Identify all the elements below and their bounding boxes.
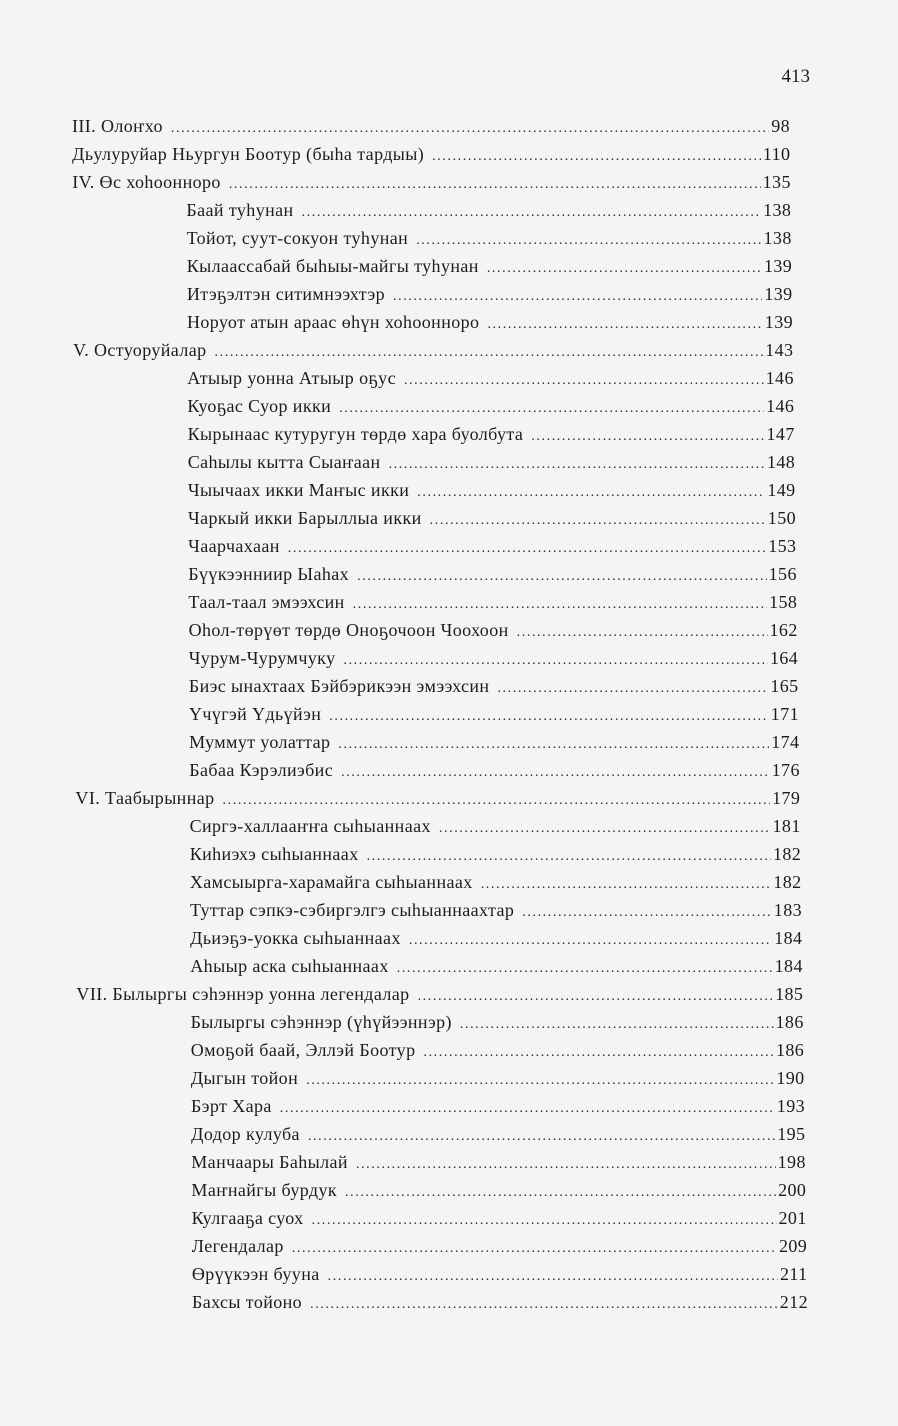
toc-entry <box>0 728 898 756</box>
toc-entry-title: Бабаа Кэрэлиэбис <box>189 760 334 780</box>
toc-entry <box>0 364 898 392</box>
toc-entry-title: Дьулуруйар Ньургун Боотур (быһа тардыы) <box>72 144 425 164</box>
dot-leader <box>487 311 762 339</box>
dot-leader <box>280 1095 775 1123</box>
toc-entry-page: 146 <box>766 396 795 416</box>
toc-entry-title: Бүүкээнниир Ыаһах <box>188 564 350 584</box>
dot-leader <box>292 1235 777 1263</box>
toc-entry-title: Хамсыырга-харамайга сыһыаннаах <box>189 872 473 892</box>
dot-leader <box>302 199 762 227</box>
toc-entry-title: Туттар сэпкэ-сэбиргэлгэ сыһыаннаахтар <box>190 900 515 920</box>
dot-leader <box>397 955 773 983</box>
toc-entry-title: Өрүүкээн бууна <box>191 1264 320 1284</box>
table-of-contents <box>0 112 898 1316</box>
toc-entry-page: 98 <box>771 116 790 136</box>
dot-leader <box>481 871 772 899</box>
toc-entry-page: 195 <box>777 1124 806 1144</box>
toc-entry-page: 174 <box>771 732 800 752</box>
toc-entry-title: Кулгааҕа суох <box>191 1208 304 1228</box>
toc-section-entry <box>0 112 898 140</box>
dot-leader <box>430 507 766 535</box>
toc-entry-page: 182 <box>773 872 802 892</box>
toc-entry <box>0 1148 898 1176</box>
toc-entry-page: 147 <box>766 424 795 444</box>
toc-entry-title: Кылаассабай быһыы-майгы туһунан <box>186 256 479 276</box>
dot-leader <box>416 227 761 255</box>
toc-entry-page: 164 <box>769 648 799 668</box>
dot-leader <box>329 703 769 731</box>
toc-entry <box>0 1260 898 1288</box>
toc-entry-title: Куоҕас Суор икки <box>187 396 332 416</box>
toc-entry-page: 162 <box>769 620 798 640</box>
toc-entry-title: Чурум-Чурумчуку <box>188 648 336 668</box>
toc-entry-title: Саһылы кытта Сыаҥаан <box>187 452 381 472</box>
dot-leader <box>517 619 768 647</box>
toc-entry <box>0 1232 898 1260</box>
toc-section-entry <box>0 168 898 196</box>
toc-entry <box>0 504 898 532</box>
toc-entry-page: 183 <box>773 900 802 920</box>
toc-entry-page: 184 <box>774 956 803 976</box>
toc-entry-title: Муммут уолаттар <box>189 732 331 752</box>
toc-entry-page: 212 <box>779 1292 808 1312</box>
toc-entry <box>0 616 898 644</box>
dot-leader <box>357 563 767 591</box>
toc-entry <box>0 392 898 420</box>
dot-leader <box>310 1291 778 1319</box>
dot-leader <box>356 1151 776 1179</box>
toc-entry-title: Легендалар <box>191 1236 284 1256</box>
toc-entry-page: 209 <box>778 1236 808 1256</box>
dot-leader <box>460 1011 774 1039</box>
toc-entry <box>0 560 898 588</box>
dot-leader <box>343 647 767 675</box>
page-number: 413 <box>781 66 810 87</box>
toc-entry <box>0 280 898 308</box>
toc-entry-page: 139 <box>764 312 793 332</box>
toc-entry <box>0 308 898 336</box>
toc-entry <box>0 840 898 868</box>
toc-entry-page: 193 <box>776 1096 805 1116</box>
toc-section-entry <box>0 784 898 812</box>
toc-entry-title: III. Олоҥхо <box>72 116 163 136</box>
toc-entry-title: Оһол-төрүөт төрдө Оноҕочоон Чоохоон <box>188 620 509 640</box>
toc-section-entry <box>0 980 898 1008</box>
toc-entry <box>0 700 898 728</box>
toc-entry-title: Киһиэхэ сыһыаннаах <box>189 844 359 864</box>
dot-leader <box>497 675 768 703</box>
toc-entry-page: 158 <box>769 592 798 612</box>
toc-entry-title: V. Остуоруйалар <box>73 340 207 360</box>
toc-entry <box>0 1036 898 1064</box>
toc-entry-title: Кырынаас кутуругун төрдө хара буолбута <box>187 424 524 444</box>
toc-entry-page: 184 <box>774 928 803 948</box>
dot-leader <box>389 451 765 479</box>
toc-entry-page: 148 <box>766 452 796 472</box>
toc-entry-title: Аһыыр аска сыһыаннаах <box>190 956 389 976</box>
dot-leader <box>439 815 771 843</box>
toc-entry-title: VI. Таабырыннар <box>75 788 215 808</box>
toc-entry-title: Атыыр уонна Атыыр оҕус <box>187 368 396 388</box>
toc-entry-title: Тойот, суут-сокуон туһунан <box>186 228 409 248</box>
dot-leader <box>312 1207 777 1235</box>
toc-entry-page: 138 <box>763 200 792 220</box>
dot-leader <box>308 1123 775 1151</box>
dot-leader <box>171 115 769 143</box>
toc-entry-page: 185 <box>775 984 804 1004</box>
toc-entry-title: Бахсы тойоно <box>192 1292 303 1312</box>
toc-entry <box>0 812 898 840</box>
toc-entry <box>0 868 898 896</box>
toc-entry <box>0 196 898 224</box>
toc-entry-page: 171 <box>770 704 799 724</box>
toc-entry <box>0 448 898 476</box>
toc-entry-page: 176 <box>771 760 800 780</box>
toc-entry-page: 186 <box>775 1012 804 1032</box>
toc-entry-title: VII. Былыргы сэһэннэр уонна легендалар <box>76 984 410 1004</box>
toc-entry-title: Чаркый икки Барыллыа икки <box>188 508 422 528</box>
dot-leader <box>215 339 764 367</box>
toc-entry-title: Баай туһунан <box>186 200 294 220</box>
toc-entry <box>0 672 898 700</box>
toc-section-entry <box>0 140 898 168</box>
toc-entry-page: 138 <box>763 228 792 248</box>
toc-entry-title: Бэрт Хара <box>191 1096 272 1116</box>
dot-leader <box>353 591 767 619</box>
toc-entry-page: 110 <box>762 144 791 164</box>
toc-entry-title: Манчаары Баһылай <box>191 1152 348 1172</box>
toc-entry-page: 156 <box>768 564 797 584</box>
toc-entry <box>0 420 898 448</box>
dot-leader <box>328 1263 778 1291</box>
dot-leader <box>288 535 766 563</box>
toc-entry-title: Чыычаах икки Маҥыс икки <box>187 480 410 500</box>
toc-entry-title: Дьиэҕэ-уокка сыһыаннаах <box>190 928 401 948</box>
toc-entry-page: 135 <box>762 172 791 192</box>
dot-leader <box>338 731 769 759</box>
toc-entry-title: Итэҕэлтэн ситимнээхтэр <box>186 284 385 304</box>
dot-leader <box>531 423 764 451</box>
toc-entry-page: 149 <box>767 480 796 500</box>
toc-entry-title: Дыгын тойон <box>190 1068 299 1088</box>
toc-entry-title: Сиргэ-халлааҥҥа сыһыаннаах <box>189 816 431 836</box>
toc-entry-page: 198 <box>777 1152 806 1172</box>
dot-leader <box>306 1067 774 1095</box>
dot-leader <box>522 899 772 927</box>
toc-entry-title: Үчүгэй Үдьүйэн <box>189 704 322 724</box>
toc-entry-page: 153 <box>768 536 797 556</box>
dot-leader <box>229 171 761 199</box>
dot-leader <box>404 367 764 395</box>
toc-entry <box>0 1120 898 1148</box>
dot-leader <box>393 283 762 311</box>
toc-entry <box>0 1064 898 1092</box>
dot-leader <box>432 143 761 171</box>
dot-leader <box>417 479 765 507</box>
toc-entry-title: Додор кулуба <box>191 1124 300 1144</box>
toc-entry <box>0 532 898 560</box>
toc-entry <box>0 476 898 504</box>
toc-entry <box>0 588 898 616</box>
dot-leader <box>223 787 771 815</box>
toc-entry-page: 186 <box>775 1040 805 1060</box>
toc-entry <box>0 644 898 672</box>
toc-entry <box>0 224 898 252</box>
toc-entry-title: Чаарчахаан <box>188 536 280 556</box>
toc-entry-title: IV. Өс хоһоонноро <box>72 172 221 192</box>
dot-leader <box>409 927 772 955</box>
toc-entry <box>0 1008 898 1036</box>
dot-leader <box>341 759 770 787</box>
toc-entry-page: 200 <box>778 1180 807 1200</box>
toc-entry <box>0 1092 898 1120</box>
toc-entry-title: Маҥнайгы бурдук <box>191 1180 338 1200</box>
toc-entry-page: 139 <box>763 256 793 276</box>
toc-entry <box>0 952 898 980</box>
toc-entry-page: 146 <box>765 368 794 388</box>
toc-entry-title: Норуот атын араас өһүн хоһоонноро <box>187 312 480 332</box>
toc-entry <box>0 1176 898 1204</box>
toc-section-entry <box>0 336 898 364</box>
dot-leader <box>418 983 774 1011</box>
toc-entry-title: Биэс ынахтаах Бэйбэрикээн эмээхсин <box>188 676 490 696</box>
toc-entry <box>0 252 898 280</box>
toc-entry-page: 182 <box>772 844 802 864</box>
toc-entry-page: 150 <box>767 508 796 528</box>
toc-entry-page: 143 <box>765 340 794 360</box>
toc-entry <box>0 1204 898 1232</box>
toc-entry-page: 179 <box>772 788 801 808</box>
toc-entry-title: Омоҕой баай, Эллэй Боотур <box>190 1040 416 1060</box>
toc-entry-page: 190 <box>776 1068 805 1088</box>
dot-leader <box>487 255 762 283</box>
toc-entry-title: Таал-таал эмээхсин <box>188 592 345 612</box>
dot-leader <box>423 1039 773 1067</box>
toc-entry-page: 211 <box>780 1264 808 1284</box>
toc-entry <box>0 924 898 952</box>
toc-entry-title: Былыргы сэһэннэр (үһүйээннэр) <box>190 1012 452 1032</box>
toc-entry <box>0 896 898 924</box>
toc-entry-page: 201 <box>778 1208 807 1228</box>
toc-entry <box>0 1288 898 1316</box>
toc-entry-page: 181 <box>772 816 801 836</box>
dot-leader <box>345 1179 776 1207</box>
toc-entry-page: 139 <box>764 284 793 304</box>
toc-entry-page: 165 <box>770 676 799 696</box>
dot-leader <box>339 395 764 423</box>
toc-entry <box>0 756 898 784</box>
dot-leader <box>367 843 771 871</box>
